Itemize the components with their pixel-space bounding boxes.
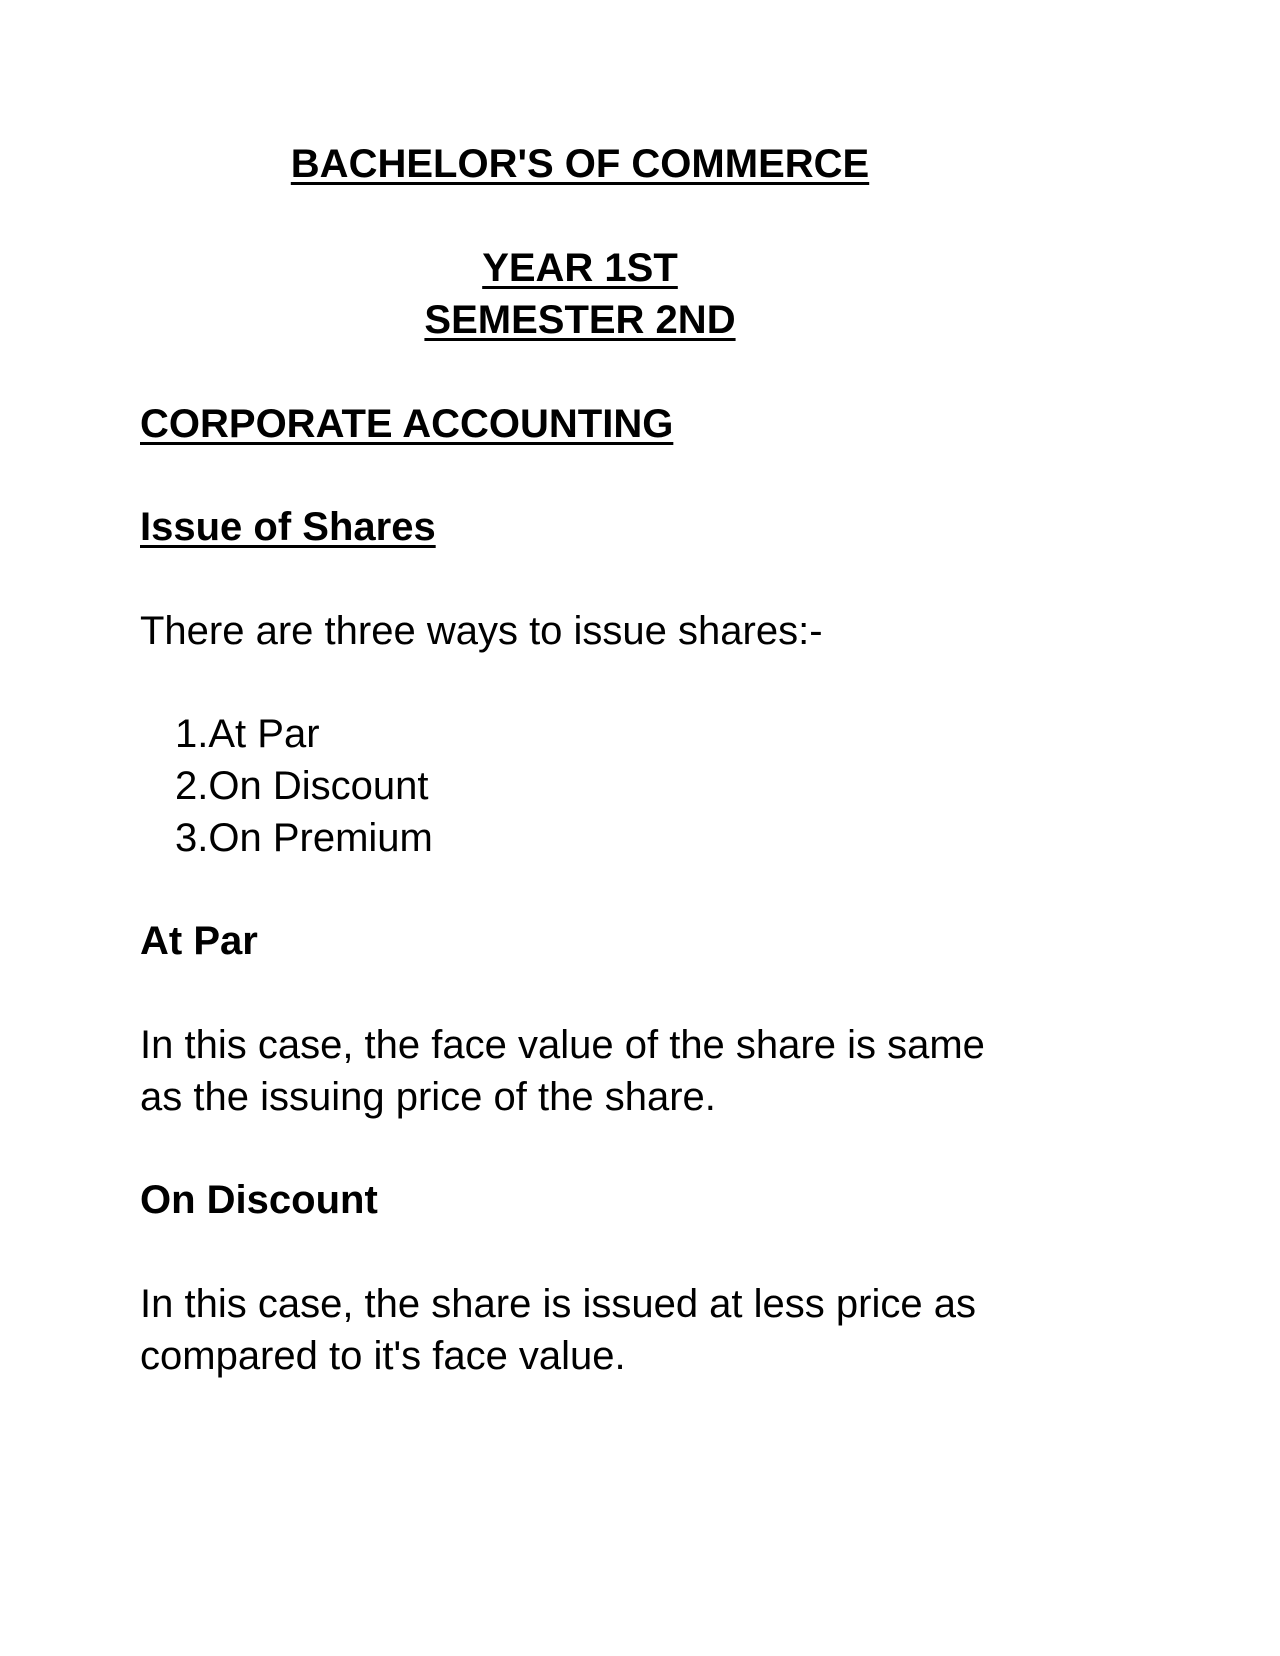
list-item-number: 1. bbox=[175, 712, 209, 756]
section-paragraph-line: In this case, the face value of the share is same bbox=[140, 1023, 985, 1067]
document-title: BACHELOR'S OF COMMERCE bbox=[290, 142, 870, 186]
section-paragraph-line: In this case, the share is issued at less price as bbox=[140, 1282, 976, 1326]
list-item bbox=[175, 708, 320, 760]
list-item-label: At Par bbox=[208, 712, 320, 756]
section-paragraph-line: compared to it's face value. bbox=[140, 1334, 626, 1378]
list-item bbox=[175, 812, 433, 864]
intro-paragraph: There are three ways to issue shares:- bbox=[140, 609, 823, 653]
section-paragraph-line: as the issuing price of the share. bbox=[140, 1075, 716, 1119]
list-item-number: 2. bbox=[175, 764, 209, 808]
subject-heading: CORPORATE ACCOUNTING bbox=[140, 402, 674, 446]
topic-heading: Issue of Shares bbox=[140, 505, 436, 549]
year-heading: YEAR 1ST bbox=[482, 246, 678, 290]
list-item bbox=[175, 760, 428, 812]
list-item-number: 3. bbox=[175, 816, 209, 860]
list-item-label: On Premium bbox=[208, 816, 433, 860]
section-heading-on-discount: On Discount bbox=[140, 1178, 378, 1222]
list-item-label: On Discount bbox=[208, 764, 429, 808]
section-heading-at-par: At Par bbox=[140, 919, 258, 963]
semester-heading: SEMESTER 2ND bbox=[424, 298, 736, 342]
